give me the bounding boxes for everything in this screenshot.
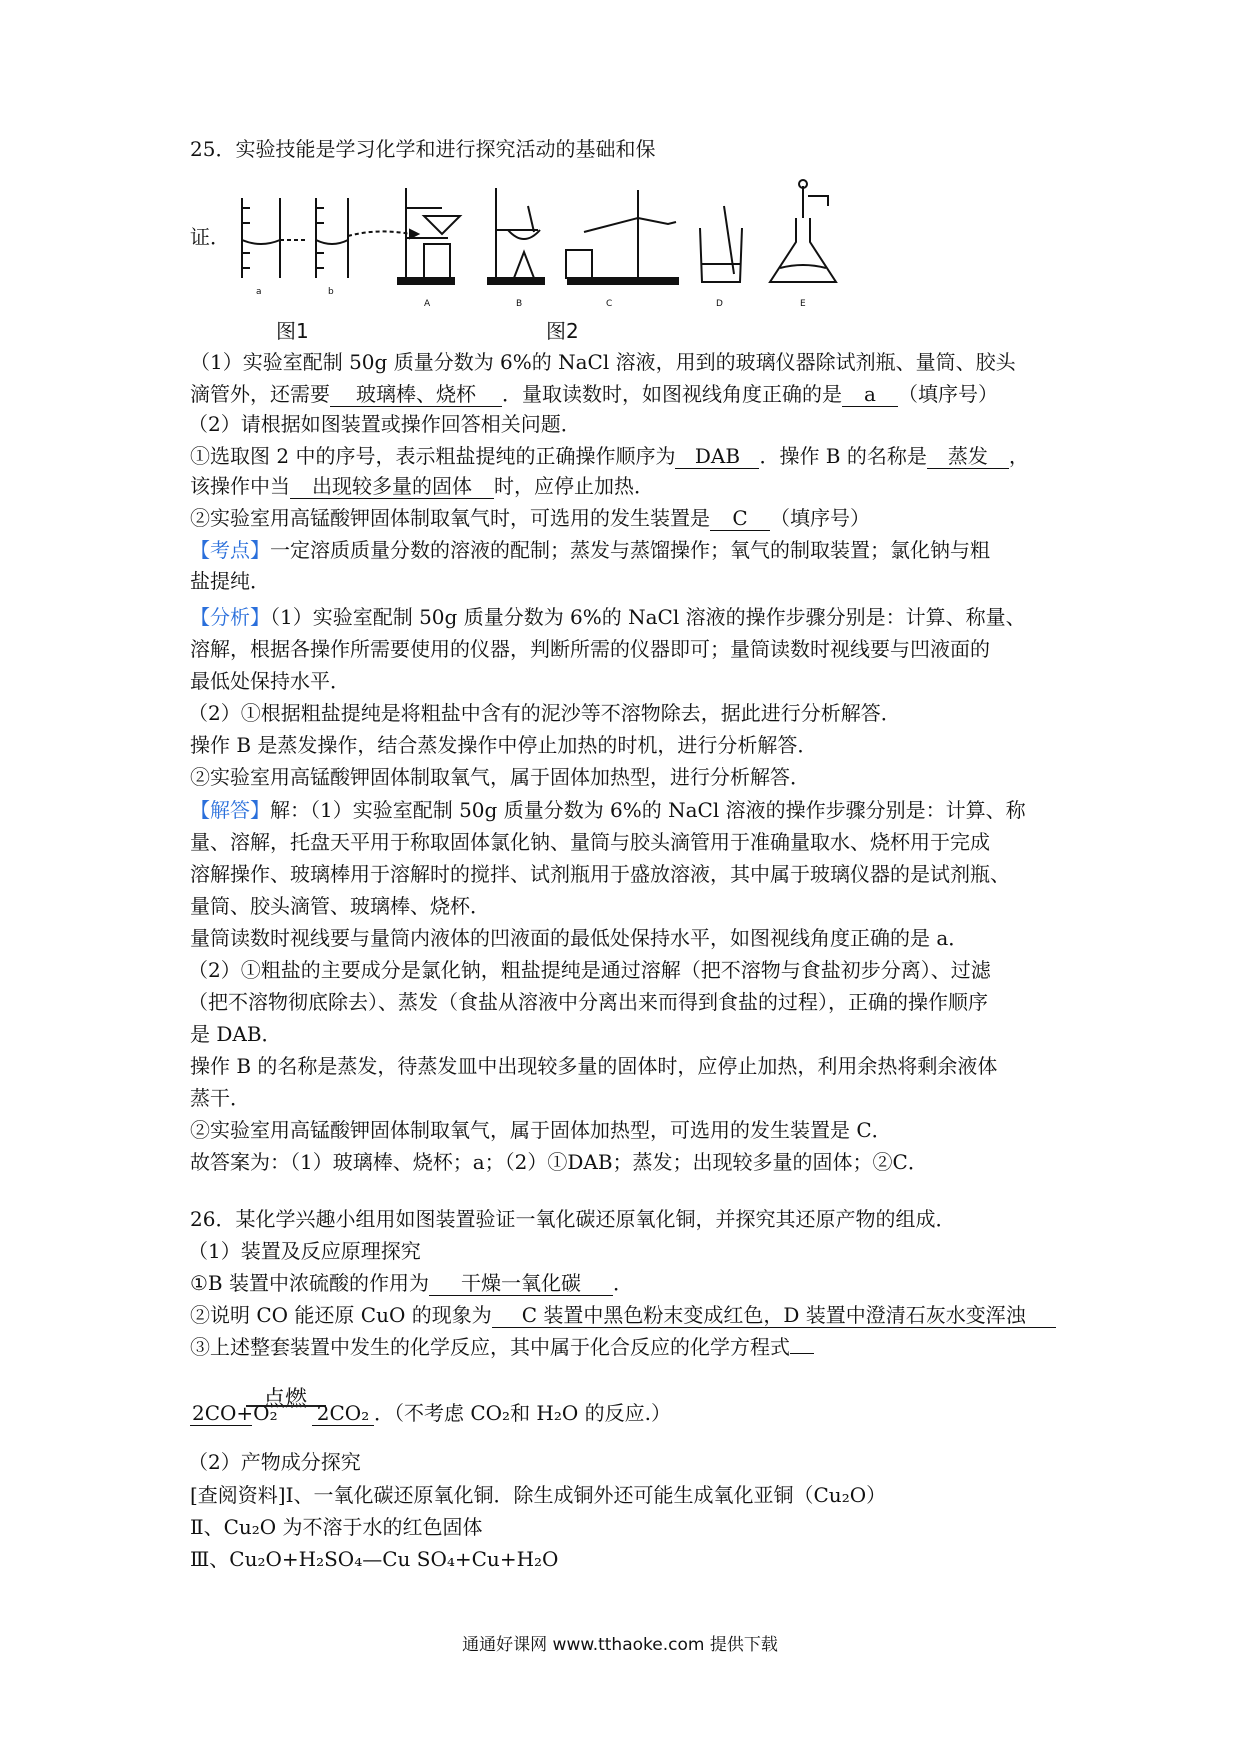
fig1-caption: 图1 bbox=[276, 319, 309, 343]
kaodian-line2: 盐提纯． bbox=[190, 569, 270, 593]
fig-label-B: B bbox=[516, 299, 523, 309]
answer-blank: 出现较多量的固体 bbox=[290, 474, 494, 499]
answer-blank: a bbox=[842, 382, 898, 407]
answer-blank: C 装置中黑色粉末变成红色，D 装置中澄清石灰水变浑浊 bbox=[492, 1303, 1056, 1328]
q25-p1b: 滴管外，还需要 玻璃棒、烧杯 ．量取读数时，如图视线角度正确的是 a （填序号） bbox=[190, 382, 998, 406]
apparatus-c bbox=[566, 190, 678, 284]
jieda-line2: 量、溶解，托盘天平用于称取固体氯化钠、量筒与胶头滴管用于准确量取水、烧杯用于完成 bbox=[190, 830, 990, 854]
equation-right: 2CO₂ bbox=[312, 1401, 374, 1426]
apparatus-d bbox=[700, 206, 742, 282]
jieda-line7: （把不溶物彻底除去）、蒸发（食盐从溶液中分离出来而得到食盐的过程），正确的操作顺序 bbox=[188, 990, 988, 1014]
q25-p3: ①选取图 2 中的序号，表示粗盐提纯的正确操作顺序为 DAB ．操作 B 的名称是 蒸发 ， bbox=[190, 444, 1029, 468]
jieda-tag: 【解答】 bbox=[190, 798, 270, 822]
answer-blank: 干燥一氧化碳 bbox=[429, 1271, 613, 1296]
fenxi-line3: 最低处保持水平． bbox=[190, 669, 350, 693]
q26-s8: Ⅲ、Cu₂O+H₂SO₄—Cu SO₄+Cu+H₂O bbox=[190, 1547, 559, 1571]
answer-blank: C bbox=[710, 506, 770, 531]
equation-left: 2CO+O₂ bbox=[192, 1401, 278, 1425]
jieda-line4: 量筒、胶头滴管、玻璃棒、烧杯． bbox=[190, 894, 490, 918]
jieda-line1: 【解答】解：（1）实验室配制 50g 质量分数为 6%的 NaCl 溶液的操作步骤分别是：计算、称 bbox=[190, 798, 1026, 822]
equation-condition: 点燃 bbox=[263, 1387, 308, 1412]
q26-s7: Ⅱ、Cu₂O 为不溶于水的红色固体 bbox=[190, 1515, 483, 1539]
apparatus-b bbox=[488, 188, 544, 284]
fenxi-line6: ②实验室用高锰酸钾固体制取氧气，属于固体加热型，进行分析解答． bbox=[190, 765, 810, 789]
fig-label-a: a bbox=[256, 287, 262, 297]
q25-p2: （2）请根据如图装置或操作回答相关问题． bbox=[188, 412, 581, 436]
jieda-line8: 是 DAB． bbox=[190, 1022, 282, 1046]
q26-s5: （2）产物成分探究 bbox=[188, 1450, 361, 1474]
fenxi-line5: 操作 B 是蒸发操作，结合蒸发操作中停止加热的时机，进行分析解答． bbox=[190, 733, 818, 757]
experiment-figure bbox=[228, 178, 868, 338]
page-footer: 通通好课网 www.tthaoke.com 提供下载 bbox=[462, 1635, 778, 1655]
answer-blank: 玻璃棒、烧杯 bbox=[330, 382, 502, 407]
answer-blank: 蒸发 bbox=[927, 444, 1009, 469]
cylinder-b bbox=[316, 198, 348, 278]
q26-title: 26．某化学兴趣小组用如图装置验证一氧化碳还原氧化铜，并探究其还原产物的组成． bbox=[190, 1207, 956, 1231]
jieda-line12: 故答案为：（1）玻璃棒、烧杯；a；（2）①DAB；蒸发；出现较多量的固体；②C． bbox=[190, 1150, 928, 1174]
fenxi-line4: （2）①根据粗盐提纯是将粗盐中含有的泥沙等不溶物除去，据此进行分析解答． bbox=[188, 701, 901, 725]
fig-label-E: E bbox=[800, 299, 806, 309]
jieda-line10: 蒸干． bbox=[190, 1086, 250, 1110]
apparatus-a bbox=[398, 188, 460, 284]
answer-blank: DAB bbox=[675, 444, 759, 469]
kaodian-tag: 【考点】 bbox=[190, 538, 270, 562]
fenxi-line2: 溶解，根据各操作所需要使用的仪器，判断所需的仪器即可；量筒读数时视线要与凹液面的 bbox=[190, 637, 990, 661]
apparatus-e bbox=[770, 180, 836, 282]
fig-label-C: C bbox=[606, 299, 613, 309]
q26-s6: [查阅资料]Ⅰ、一氧化碳还原氧化铜．除生成铜外还可能生成氧化亚铜（Cu₂O） bbox=[190, 1483, 887, 1507]
jieda-line5: 量筒读数时视线要与量筒内液体的凹液面的最低处保持水平，如图视线角度正确的是 a． bbox=[190, 926, 969, 950]
jieda-line9: 操作 B 的名称是蒸发，待蒸发皿中出现较多量的固体时，应停止加热，利用余热将剩余液体 bbox=[190, 1054, 998, 1078]
q26-s4: ③上述整套装置中发生的化学反应，其中属于化合反应的化学方程式 bbox=[190, 1332, 814, 1362]
q25-p1a: （1）实验室配制 50g 质量分数为 6%的 NaCl 溶液，用到的玻璃仪器除试剂瓶、量筒、胶头 bbox=[190, 350, 1016, 374]
fig-label-b: b bbox=[328, 287, 334, 297]
fig-label-A: A bbox=[424, 299, 431, 309]
answer-blank bbox=[790, 1353, 814, 1354]
q26-s3: ②说明 CO 能还原 CuO 的现象为 C 装置中黑色粉末变成红色，D 装置中澄清石灰水变浑浊 bbox=[190, 1300, 1056, 1330]
fig-label-D: D bbox=[716, 299, 723, 309]
cylinder-a bbox=[242, 198, 280, 278]
fenxi-tag: 【分析】 bbox=[190, 605, 270, 629]
q25-title: 25．实验技能是学习化学和进行探究活动的基础和保 bbox=[190, 137, 656, 161]
jieda-line11: ②实验室用高锰酸钾固体制取氧气，属于固体加热型，可选用的发生装置是 C． bbox=[190, 1118, 892, 1142]
q25-p4: 该操作中当 出现较多量的固体 时，应停止加热． bbox=[190, 474, 654, 498]
jieda-line3: 溶解操作、玻璃棒用于溶解时的搅拌、试剂瓶用于盛放溶液，其中属于玻璃仪器的是试剂瓶、 bbox=[190, 862, 1010, 886]
fig2-caption: 图2 bbox=[546, 319, 579, 343]
fenxi-line1: 【分析】（1）实验室配制 50g 质量分数为 6%的 NaCl 溶液的操作步骤分别是：计算、称量、 bbox=[190, 605, 1026, 629]
q26-equation: 2CO+O₂ 2CO₂ ．（不考虑 CO₂和 H₂O 的反应.） bbox=[192, 1401, 672, 1425]
jieda-line6: （2）①粗盐的主要成分是氯化钠，粗盐提纯是通过溶解（把不溶物与食盐初步分离）、过滤 bbox=[188, 958, 991, 982]
kaodian-line1: 【考点】一定溶质质量分数的溶液的配制；蒸发与蒸馏操作；氧气的制取装置；氯化钠与粗 bbox=[190, 538, 990, 562]
q25-title-cont: 证． bbox=[190, 225, 230, 249]
q26-s1: （1）装置及反应原理探究 bbox=[188, 1239, 421, 1263]
q26-s2: ①B 装置中浓硫酸的作用为 干燥一氧化碳 ． bbox=[190, 1271, 633, 1295]
q25-p5: ②实验室用高锰酸钾固体制取氧气时，可选用的发生装置是 C （填序号） bbox=[190, 506, 870, 530]
